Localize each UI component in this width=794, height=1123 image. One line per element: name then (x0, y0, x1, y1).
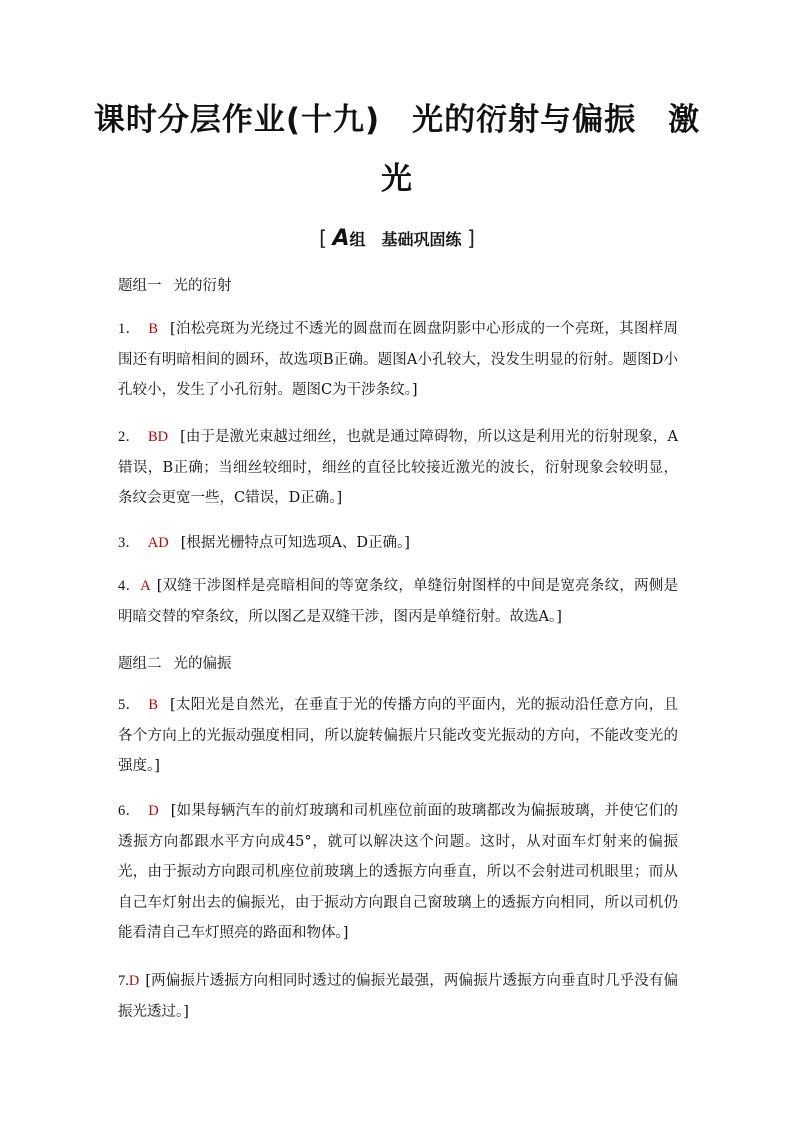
bracket-right: ] (467, 226, 475, 250)
answer-explanation: [两偏振片透振方向相同时透过的偏振光最强，两偏振片透振方向垂直时几乎没有偏振光透过。] (118, 973, 678, 1020)
section-label: 题组一 (118, 278, 162, 294)
answer-item (118, 528, 678, 559)
answer-choice: A (140, 578, 151, 594)
answer-choice: AD (147, 535, 169, 551)
group-heading (0, 226, 794, 251)
answer-explanation: [根据光栅特点可知选项A、D正确。] (180, 535, 410, 551)
answer-choice: D (148, 803, 159, 819)
answer-item (118, 422, 678, 514)
section-name: 光的衍射 (173, 278, 232, 294)
answer-number: 2． (118, 429, 140, 445)
answer-explanation: [双缝干涉图样是亮暗相间的等宽条纹，单缝衍射图样的中间是宽亮条纹，两侧是明暗交替的窄条纹，所以图乙是双缝干涉，图丙是单缝衍射。故选A。] (118, 578, 679, 625)
answer-item (118, 690, 678, 782)
answer-choice: BD (147, 429, 169, 445)
answer-number: 4． (118, 578, 141, 594)
answer-item (118, 966, 678, 1027)
answer-choice: B (148, 321, 158, 337)
section-name: 光的偏振 (173, 656, 232, 672)
page-title-line-2: 光 (381, 161, 413, 197)
bracket-left: [ (319, 226, 327, 250)
answer-number: 5． (118, 697, 141, 713)
answer-explanation: [如果每辆汽车的前灯玻璃和司机座位前面的玻璃都改为偏振玻璃，并使它们的透振方向都跟水平方向成45°，就可以解决这个问题。这时，从对面车灯射来的偏振光，由于振动方向跟司机座位前玻璃上的透振方向垂直，所以不会射进司机眼里；而从自己车灯射出去的偏振光，由于振动方向跟自己窗玻璃上的透振方向相同，所以司机仍能看清自己车灯照亮的路面和物体。] (118, 803, 679, 941)
answer-item (118, 314, 678, 406)
answer-number: 1． (118, 321, 141, 337)
answer-number: 7. (118, 973, 129, 989)
answer-number: 3． (118, 535, 140, 551)
group-label: 组 基础巩固练 (349, 230, 462, 249)
page-title-line-1: 课时分层作业(十九) 光的衍射与偏振 激 (93, 102, 701, 138)
answer-explanation: [太阳光是自然光，在垂直于光的传播方向的平面内，光的振动沿任意方向，且各个方向上的光振动强度相同，所以旋转偏振片只能改变光振动的方向，不能改变光的强度。] (118, 697, 679, 774)
section-label: 题组二 (118, 656, 162, 672)
answer-choice: B (148, 697, 158, 713)
group-letter: A (332, 226, 350, 251)
answer-explanation: [泊松亮斑为光绕过不透光的圆盘而在圆盘阴影中心形成的一个亮斑，其图样周围还有明暗相间的圆环，故选项B正确。题图A小孔较大，没发生明显的衍射。题图D小孔较小，发生了小孔衍射。题图C为干涉条纹。] (118, 321, 679, 398)
answer-item (118, 796, 678, 949)
section-heading (118, 652, 232, 673)
answer-number: 6． (118, 803, 141, 819)
section-heading (118, 274, 232, 295)
answer-item (118, 571, 678, 632)
answer-explanation: [由于是激光束越过细丝，也就是通过障碍物，所以这是利用光的衍射现象，A错误，B正确；当细丝较细时，细丝的直径比较接近激光的波长，衍射现象会较明显，条纹会更宽一些，C错误，D正确。] (118, 429, 678, 506)
answer-choice: D (128, 973, 140, 989)
